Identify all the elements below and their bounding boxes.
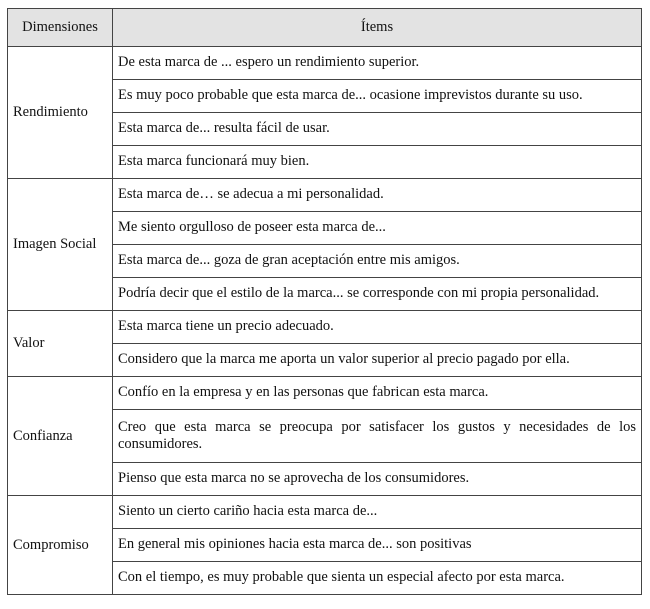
table-row (8, 311, 642, 344)
item-cell: Me siento orgulloso de poseer esta marca de... (113, 212, 642, 245)
item-cell: Confío en la empresa y en las personas que fabrican esta marca. (113, 377, 642, 410)
item-cell: Siento un cierto cariño hacia esta marca de... (113, 496, 642, 529)
item-cell: Pienso que esta marca no se aprovecha de los consumidores. (113, 463, 642, 496)
item-cell: Esta marca de... goza de gran aceptación entre mis amigos. (113, 245, 642, 278)
item-cell: Esta marca funcionará muy bien. (113, 146, 642, 179)
dimensions-items-table (7, 8, 642, 595)
dimension-compromiso: Compromiso (8, 496, 113, 595)
dimension-confianza: Confianza (8, 377, 113, 496)
dimension-imagen-social: Imagen Social (8, 179, 113, 311)
item-cell: Esta marca de... resulta fácil de usar. (113, 113, 642, 146)
item-cell: Considero que la marca me aporta un valor superior al precio pagado por ella. (113, 344, 642, 377)
dimension-valor: Valor (8, 311, 113, 377)
header-dimensions: Dimensiones (8, 9, 113, 47)
table-row (8, 377, 642, 410)
item-cell: Esta marca tiene un precio adecuado. (113, 311, 642, 344)
table-row (8, 179, 642, 212)
item-cell: Esta marca de… se adecua a mi personalidad. (113, 179, 642, 212)
item-cell: De esta marca de ... espero un rendimiento superior. (113, 47, 642, 80)
table-row (8, 496, 642, 529)
item-cell: Con el tiempo, es muy probable que sienta un especial afecto por esta marca. (113, 562, 642, 595)
item-cell: Es muy poco probable que esta marca de... ocasione imprevistos durante su uso. (113, 80, 642, 113)
item-cell: Creo que esta marca se preocupa por satisfacer los gustos y necesidades de los consumidores. (113, 410, 642, 463)
item-cell: Podría decir que el estilo de la marca... se corresponde con mi propia personalidad. (113, 278, 642, 311)
item-cell: En general mis opiniones hacia esta marca de... son positivas (113, 529, 642, 562)
dimension-rendimiento: Rendimiento (8, 47, 113, 179)
header-row (8, 9, 642, 47)
header-items: Ítems (113, 9, 642, 47)
table-row (8, 47, 642, 80)
